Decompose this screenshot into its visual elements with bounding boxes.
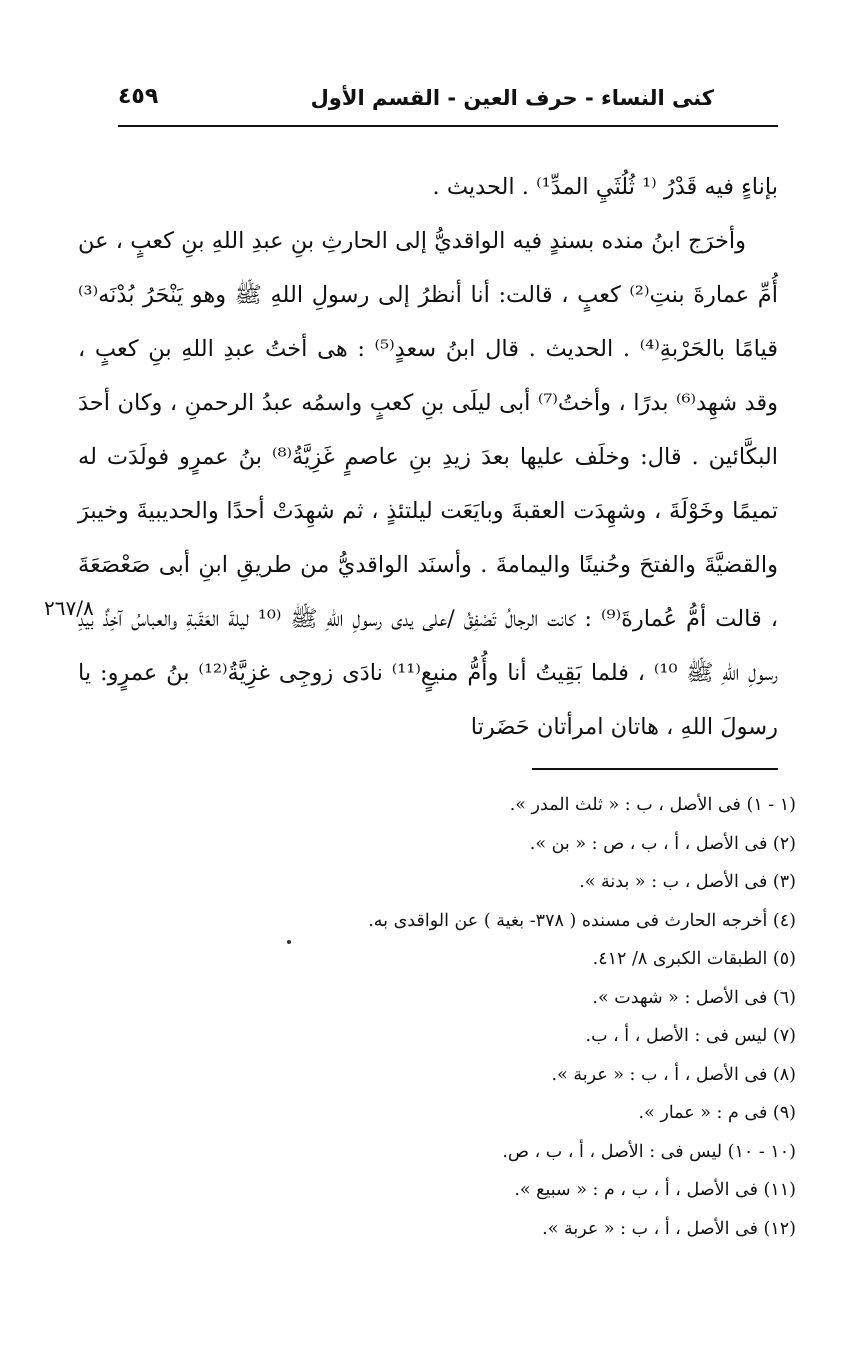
footnote: (٨) فى الأصل ، أ ، ب : « عربة ». bbox=[551, 1064, 796, 1085]
margin-reference: ٢٦٧/٨ bbox=[44, 596, 94, 620]
footnote: (٢) فى الأصل ، أ ، ب ، ص : « بن ». bbox=[529, 833, 796, 854]
footnotes-list bbox=[76, 786, 796, 1248]
scan-speck bbox=[287, 940, 291, 944]
running-title: كنى النساء - حرف العين - القسم الأول bbox=[310, 86, 714, 110]
footnote: (٩) فى م : « عمار ». bbox=[638, 1103, 796, 1123]
footnote: (٣) فى الأصل ، ب : « بدنة ». bbox=[579, 872, 796, 892]
footnote: (١١) فى الأصل ، أ ، ب ، م : « سبيع ». bbox=[514, 1180, 796, 1200]
footnote: (١ - ١) فى الأصل ، ب : « ثلث المدر ». bbox=[509, 795, 796, 815]
footnote-rule bbox=[532, 768, 778, 770]
footnote: (٦) فى الأصل : « شهدت ». bbox=[592, 987, 796, 1008]
header-rule bbox=[118, 125, 778, 127]
page-number: ٤٥٩ bbox=[118, 84, 159, 109]
footnote: (٧) ليس فى : الأصل ، أ ، ب. bbox=[585, 1026, 796, 1046]
paragraph-2: وأخرَج ابنُ منده بسندٍ فيه الواقديُّ إلى الحارثِ بنِ عبدِ اللهِ بنِ كعبٍ ، عن أُمِّ عمارةَ بنتِ⁽²⁾ كعبٍ ، قالت: أنا أنظرُ إلى رسولِ اللهِ ﷺ وهو يَنْحَرُ بُدْنَه⁽³⁾ قيامًا بالحَرْبةِ⁽⁴⁾ . الحديث . قال ابنُ سعدٍ⁽⁵⁾ : هى أختُ عبدِ اللهِ بنِ كعبٍ ، وقد شهِد⁽⁶⁾ بدرًا ، وأختُ⁽⁷⁾ أبى ليلَى بنِ كعبٍ واسمُه عبدُ الرحمنِ ، وكان أحدَ البكَّائين . قال: وخلَف عليها بعدَ زيدِ بنِ عاصمٍ غَزِيَّةُ⁽⁸⁾ بنُ عمرٍو فولَدَت له تميمًا وخَوْلَةَ ، وشهِدَت العقبةَ وبايَعَت ليلتئذٍ ، ثم شهِدَتْ أحدًا والحديبيةَ وخيبرَ والقضيَّةَ والفتحَ وحُنينًا واليمامةَ . وأسنَد الواقديُّ من طريقِ ابنِ أبى صَعْصَعَةَ ، قالت أمُّ عُمارةَ⁽⁹⁾ : كانت الرجالُ تَصْفِقُ /على يدى رسولِ اللهِ ﷺ ⁽¹⁰ ليلةَ العَقَبةِ والعباسُ آخِذٌ بيدِ رسولِ اللهِ ﷺ ¹⁰⁾ ، فلما بَقِيتُ أنا وأُمُّ منيعٍ⁽¹¹⁾ نادَى زوجِى غزِيَّةُ⁽¹²⁾ بنُ عمرٍو: يا رسولَ اللهِ ، هاتان امرأتان حَضَرتا bbox=[78, 228, 778, 740]
footnote: (١٠ - ١٠) ليس فى : الأصل ، أ ، ب ، ص. bbox=[502, 1141, 796, 1162]
running-header bbox=[118, 82, 774, 122]
paragraph-1: بإناءٍ فيه قَدْرُ ⁽¹ ثُلُثَيِ المدِّ¹⁾ . الحديث . bbox=[432, 174, 778, 200]
main-text bbox=[78, 160, 778, 754]
footnote: (٤) أخرجه الحارث فى مسنده ( ٣٧٨- بغية ) عن الواقدى به. bbox=[368, 910, 796, 931]
footnote: (١٢) فى الأصل ، أ ، ب : « عربة ». bbox=[542, 1218, 796, 1239]
footnote: (٥) الطبقات الكبرى ٨/ ٤١٢. bbox=[592, 949, 796, 969]
